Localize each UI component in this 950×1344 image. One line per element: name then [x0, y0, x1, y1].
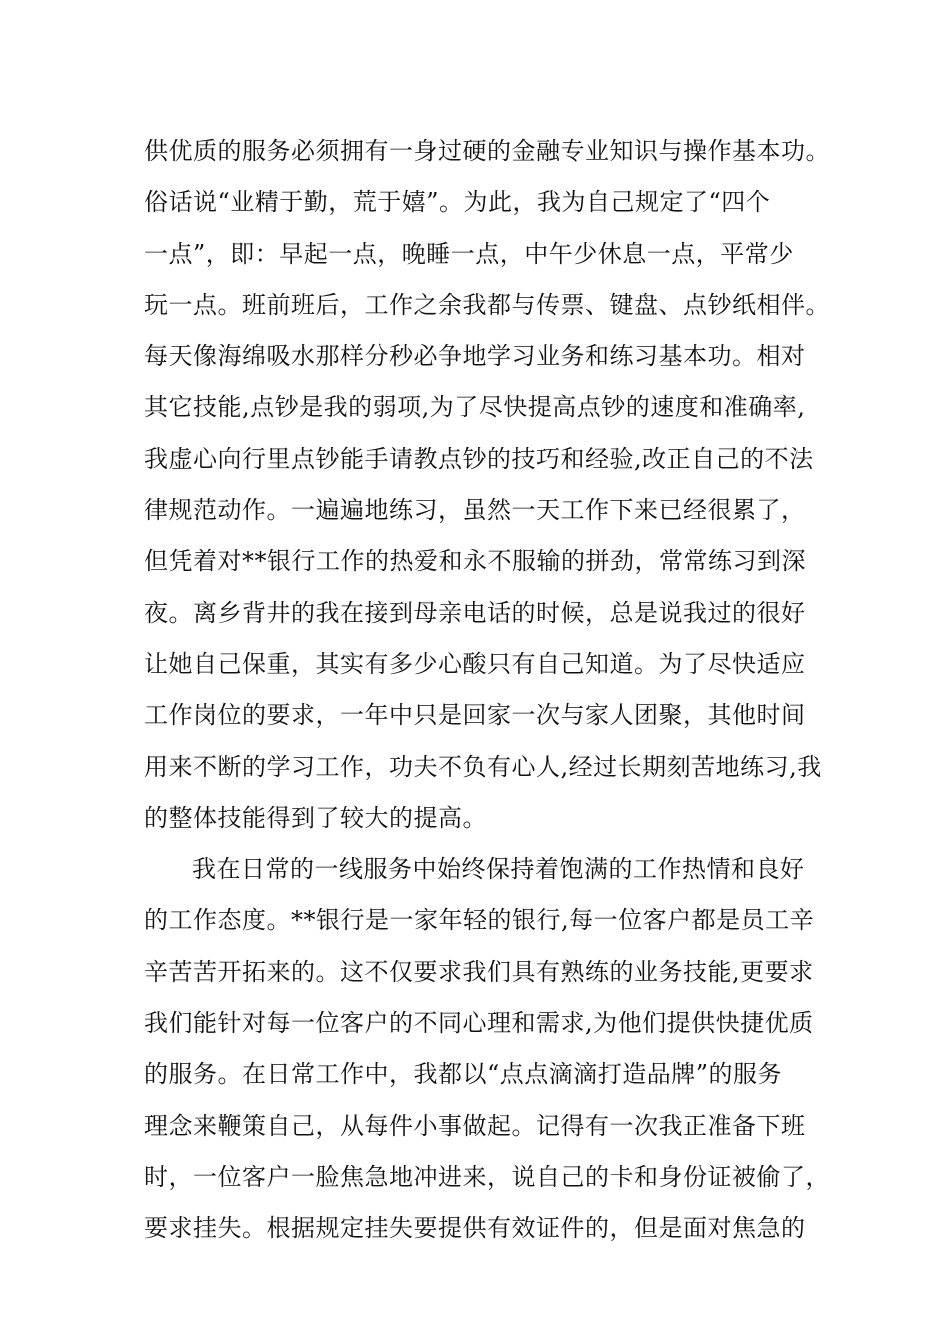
text-line: 让她自己保重，其实有多少心酸只有自己知道。为了尽快适应 — [144, 649, 806, 678]
text-line: 每天像海绵吸水那样分秒必争地学习业务和练习基本功。相对 — [144, 342, 806, 371]
text-line: 律规范动作。一遍遍地练习，虽然一天工作下来已经很累了， — [144, 496, 806, 525]
text-line: 要求挂失。根据规定挂失要提供有效证件的，但是面对焦急的 — [144, 1214, 806, 1243]
text-line: 时，一位客户一脸焦急地冲进来，说自己的卡和身份证被偷了， — [144, 1162, 830, 1191]
text-line: 用来不断的学习工作，功夫不负有心人,经过长期刻苦地练习,我 — [144, 752, 822, 781]
text-line: 俗话说“业精于勤，荒于嬉”。为此，我为自己规定了“四个 — [144, 188, 771, 217]
text-line: 玩一点。班前班后，工作之余我都与传票、键盘、点钞纸相伴。 — [144, 290, 830, 319]
text-line: 工作岗位的要求，一年中只是回家一次与家人团聚，其他时间 — [144, 701, 806, 730]
text-line: 但凭着对**银行工作的热爱和永不服输的拼劲，常常练习到深 — [144, 547, 806, 576]
text-line: 我们能针对每一位客户的不同心理和需求,为他们提供快捷优质 — [144, 1009, 814, 1038]
text-line: 辛苦苦开拓来的。这不仅要求我们具有熟练的业务技能,更要求 — [144, 957, 814, 986]
text-line: 其它技能,点钞是我的弱项,为了尽快提高点钞的速度和准确率, — [144, 393, 806, 422]
paragraph-first-line: 我在日常的一线服务中始终保持着饱满的工作热情和良好 — [192, 855, 805, 884]
text-line: 的服务。在日常工作中，我都以“点点滴滴打造品牌”的服务 — [144, 1060, 783, 1089]
text-line: 供优质的服务必须拥有一身过硬的金融专业知识与操作基本功。 — [144, 137, 830, 165]
text-line: 的工作态度。**银行是一家年轻的银行,每一位客户都是员工辛 — [144, 906, 815, 935]
text-line: 我虚心向行里点钞能手请教点钞的技巧和经验,改正自己的不法 — [144, 444, 814, 473]
text-line: 夜。离乡背井的我在接到母亲电话的时候，总是说我过的很好 — [144, 598, 806, 627]
text-line: 一点”，即：早起一点，晚睡一点，中午少休息一点，平常少 — [144, 239, 794, 268]
body-text — [144, 126, 844, 1255]
text-line: 理念来鞭策自己，从每件小事做起。记得有一次我正准备下班 — [144, 1111, 806, 1140]
text-line: 的整体技能得到了较大的提高。 — [144, 803, 487, 832]
